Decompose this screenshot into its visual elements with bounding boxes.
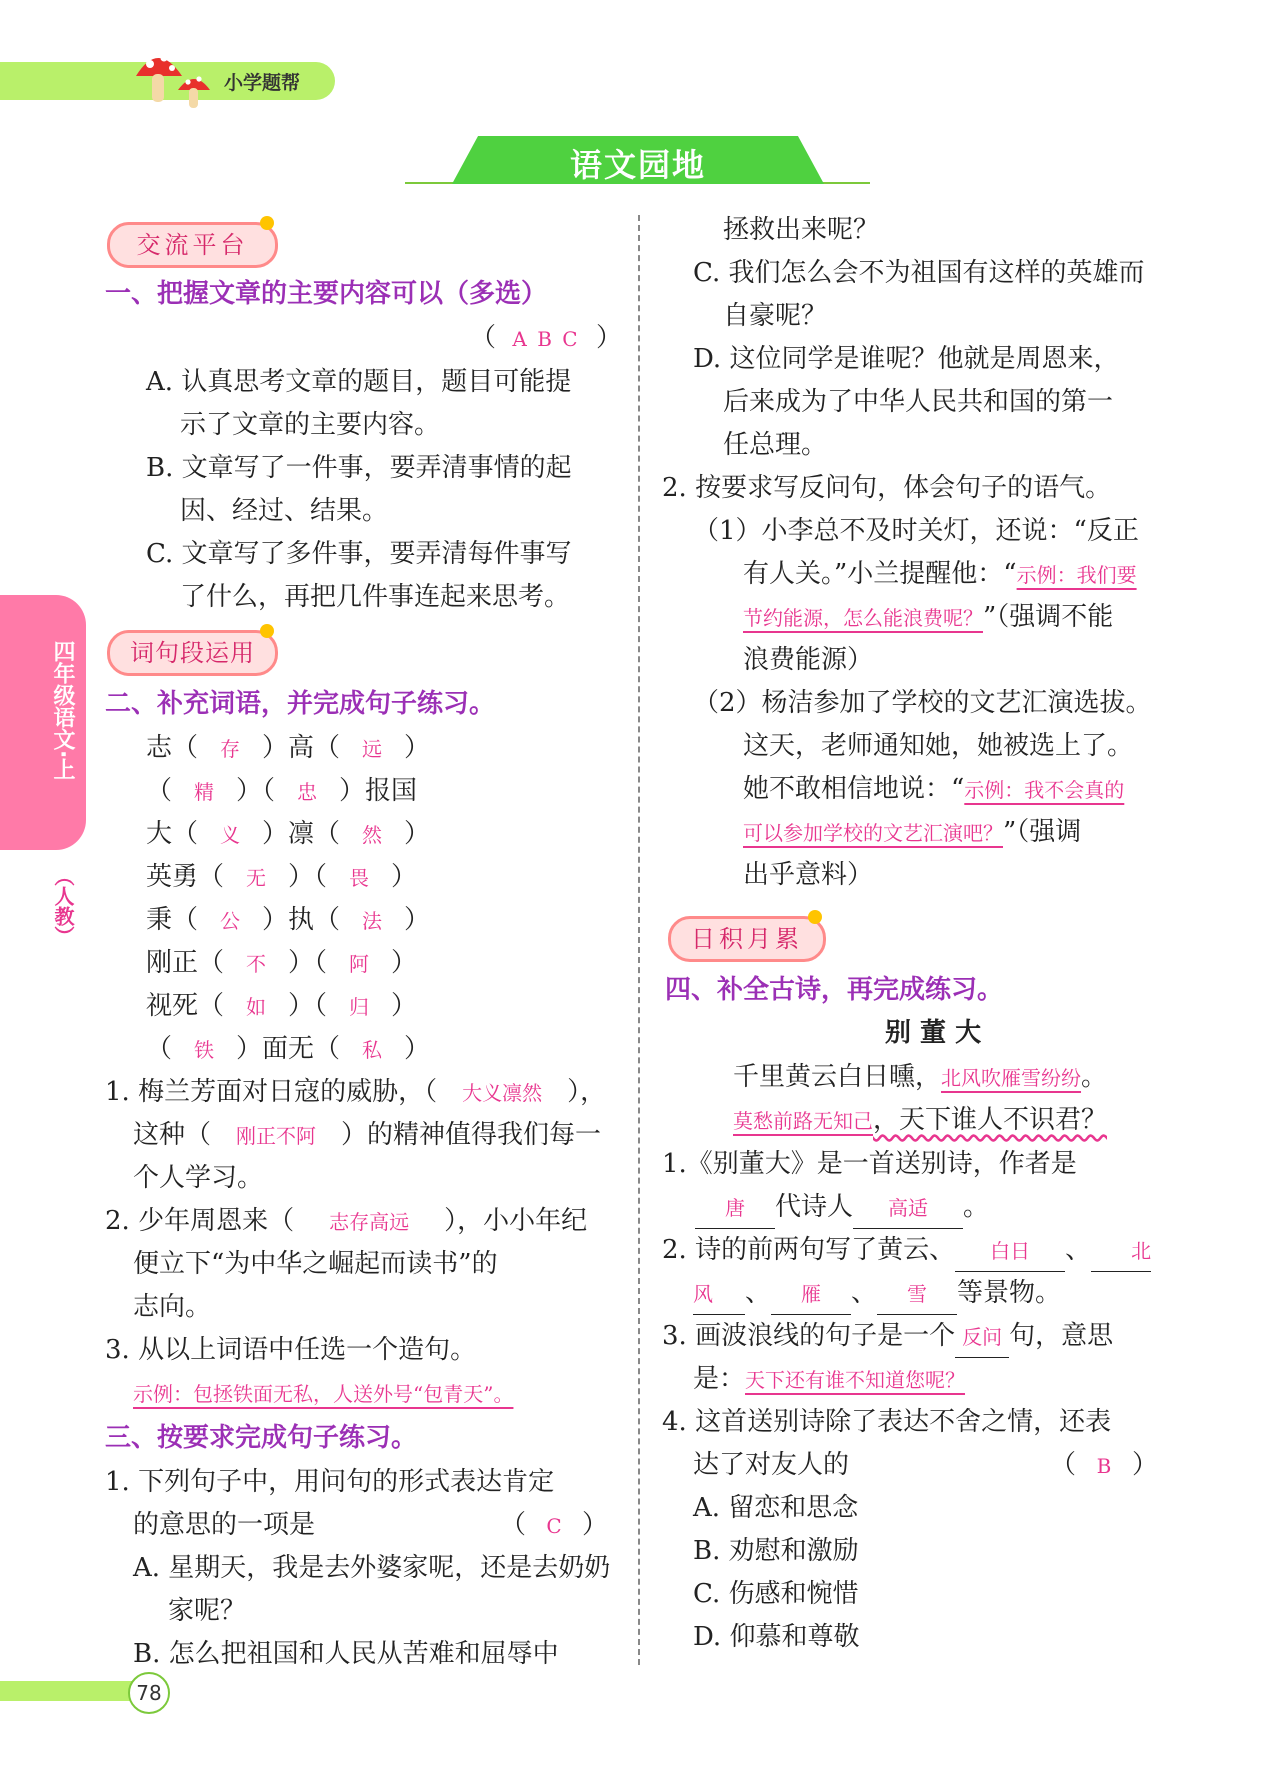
word-answer: 不: [246, 952, 267, 976]
q4-3-answer: 反问: [955, 1317, 1009, 1358]
q3-title: 三、按要求完成句子练习。: [105, 1423, 418, 1453]
page-number: 78: [128, 1672, 170, 1714]
side-tab-edition: （人教）: [51, 866, 75, 946]
poem-title: 别 董 大: [885, 1018, 982, 1048]
q3-2-p2-answer: 示例：我不会真的: [964, 778, 1125, 802]
word-row: 刚正（ 不 ）（ 阿 ）: [146, 943, 417, 984]
q3-2-p2-line5: 出乎意料）: [743, 860, 874, 890]
q3-2: 2. 按要求写反问句，体会句子的语气。: [662, 473, 1112, 503]
word-answer: 私: [362, 1038, 383, 1062]
q4-2-line1: 2. 诗的前两句写了黄云、 白日 、 北: [662, 1230, 1151, 1272]
sentence-1-answer2: 刚正不阿: [236, 1124, 317, 1148]
sentence-2-line1: 2. 少年周恩来（ 志存高远 ），小小年纪: [105, 1201, 587, 1242]
poem-wavy-line: ，天下谁人不识君？: [873, 1105, 1108, 1135]
sentence-1-line3: 个人学习。: [133, 1163, 264, 1193]
q3-1-answer-box: （ C ）: [500, 1505, 608, 1546]
word-row: （ 铁 ）面无（ 私 ）: [146, 1029, 430, 1070]
q4-4-answer-box: （ B ）: [1050, 1445, 1158, 1486]
sentence-1-line2: 这种（ 刚正不阿 ）的精神值得我们每一: [133, 1115, 601, 1156]
q4-4-line1: 4. 这首送别诗除了表达不舍之情，还表: [662, 1407, 1112, 1437]
q3-option-b1: B. 怎么把祖国和人民从苦难和屈辱中: [133, 1639, 559, 1669]
star-icon: [260, 624, 274, 638]
q3-2-p1-answer-cont: 节约能源，怎么能浪费呢？: [743, 606, 983, 630]
star-icon: [260, 216, 274, 230]
word-answer: 然: [362, 823, 383, 847]
q3-option-a2: 家呢？: [168, 1596, 247, 1626]
sentence-2-answer: 志存高远: [329, 1210, 410, 1234]
column-divider: [638, 215, 640, 1665]
q3-option-d3: 任总理。: [723, 430, 828, 460]
badge-word-sentence: 词句段运用: [107, 630, 278, 676]
q4-4-option-d: D. 仰慕和尊敬: [693, 1622, 860, 1652]
q4-4-option-c: C. 伤感和惋惜: [693, 1579, 859, 1609]
word-answer: 法: [362, 909, 383, 933]
q1-option-b1: B. 文章写了一件事，要弄清事情的起: [146, 453, 572, 483]
poem-line-1: 千里黄云白日曛，北风吹雁雪纷纷。: [733, 1062, 1108, 1092]
q4-3-meaning-answer: 天下还有谁不知道您呢？: [745, 1368, 966, 1392]
word-row: （ 精 ）（ 忠 ）报国: [146, 771, 417, 812]
poem-line-2: [733, 1100, 1107, 1141]
word-answer: 如: [246, 995, 267, 1019]
q4-1-line1: 1.《别董大》是一首送别诗，作者是: [662, 1149, 1077, 1179]
poem-line-1-answer: 北风吹雁雪纷纷: [941, 1066, 1082, 1090]
q3-option-c2: 自豪呢？: [723, 301, 828, 331]
word-answer: 公: [220, 909, 241, 933]
word-answer: 远: [362, 737, 383, 761]
badge-exchange-platform: 交流平台: [107, 222, 278, 268]
q3-option-c1: C. 我们怎么会不为祖国有这样的英雄而: [693, 258, 1145, 288]
q4-1-answer-poet: 高适: [853, 1188, 963, 1229]
q3-2-p2-line2: 这天，老师通知她，她被选上了。: [743, 731, 1134, 761]
q3-1-line2: 的意思的一项是: [133, 1510, 316, 1540]
q4-3-line2: 是：天下还有谁不知道您呢？: [693, 1364, 966, 1394]
q4-2-answer-1: 白日: [955, 1231, 1065, 1272]
sentence-1-line1: 1. 梅兰芳面对日寇的威胁，（ 大义凛然 ），: [105, 1072, 606, 1113]
q1-option-b2: 因、经过、结果。: [180, 496, 389, 526]
q3-option-a1: A. 星期天，我是去外婆家呢，还是去奶奶: [133, 1553, 611, 1583]
poem-line-2-answer: 莫愁前路无知己: [733, 1109, 873, 1133]
word-answer: 归: [349, 995, 370, 1019]
word-answer: 无: [246, 866, 267, 890]
q4-2-answer-3: 雁: [771, 1274, 851, 1315]
word-answer: 义: [220, 823, 241, 847]
q3-1-line1: 1. 下列句子中，用问句的形式表达肯定: [105, 1467, 555, 1497]
word-answer: 精: [194, 780, 215, 804]
q1-option-a2: 示了文章的主要内容。: [180, 410, 441, 440]
q4-4-answer: B: [1096, 1454, 1112, 1478]
q3-2-p1-line3: 节约能源，怎么能浪费呢？”（强调不能: [743, 602, 1114, 632]
side-tab-grade: 四年级语文·上: [50, 640, 75, 781]
word-answer: 铁: [194, 1038, 215, 1062]
sentence-2-line3: 志向。: [133, 1292, 212, 1322]
word-row: 英勇（ 无 ）（ 畏 ）: [146, 857, 417, 898]
sentence-1-answer1: 大义凛然: [462, 1081, 543, 1105]
q4-2-line2: 风 、 雁 、 雪 等景物。: [693, 1273, 1061, 1315]
q3-2-p1-line2: 有人关。”小兰提醒他：“示例：我们要: [743, 559, 1137, 589]
q4-1-line2: 唐 代诗人 高适 。: [695, 1187, 989, 1229]
sentence-3-answer: 示例：包拯铁面无私，人送外号“包青天”。: [133, 1382, 514, 1406]
q4-2-answer-2-cont: 风: [693, 1274, 745, 1315]
sentence-2-line2: 便立下“为中华之崛起而读书”的: [133, 1249, 498, 1279]
q3-2-p2-line3: 她不敢相信地说：“示例：我不会真的: [743, 774, 1125, 804]
q1-option-c1: C. 文章写了多件事，要弄清每件事写: [146, 539, 572, 569]
q3-2-p1-answer: 示例：我们要: [1016, 563, 1137, 587]
word-row: 大（ 义 ）凛（ 然 ）: [146, 814, 430, 855]
q1-option-a1: A. 认真思考文章的题目，题目可能提: [146, 367, 572, 397]
sentence-3: 3. 从以上词语中任选一个造句。: [105, 1335, 477, 1365]
q3-option-b2: 拯救出来呢？: [723, 215, 880, 245]
word-answer: 阿: [349, 952, 370, 976]
badge-daily-accumulation: 日积月累: [668, 916, 826, 962]
q1-answer-box: （ A B C ）: [470, 318, 622, 359]
word-answer: 忠: [297, 780, 318, 804]
q3-2-p1-line1: （1）小李总不及时关灯，还说：“反正: [693, 516, 1139, 546]
q4-4-line2: 达了对友人的: [693, 1450, 850, 1480]
q3-2-p2-line4: 可以参加学校的文艺汇演吧？”（强调: [743, 817, 1082, 847]
q2-title: 二、补充词语，并完成句子练习。: [105, 689, 496, 719]
q1-title: 一、把握文章的主要内容可以（多选）: [105, 279, 548, 309]
q4-2-answer-2: 北: [1091, 1231, 1151, 1272]
word-row: 视死（ 如 ）（ 归 ）: [146, 986, 417, 1027]
page-title: 语文园地: [569, 146, 706, 184]
star-icon: [808, 910, 822, 924]
q4-1-answer-dynasty: 唐: [695, 1188, 775, 1229]
q4-2-answer-4: 雪: [877, 1274, 957, 1315]
q4-title: 四、补全古诗，再完成练习。: [665, 975, 1004, 1005]
q3-1-answer: C: [546, 1514, 562, 1538]
q3-2-p2-answer-cont: 可以参加学校的文艺汇演吧？: [743, 821, 1003, 845]
q4-4-option-b: B. 劝慰和激励: [693, 1536, 859, 1566]
q3-2-p2-line1: （2）杨洁参加了学校的文艺汇演选拔。: [693, 688, 1152, 718]
q1-answer: A B C: [512, 327, 580, 351]
mushroom-logo-icon: [128, 44, 228, 114]
q3-option-d1: D. 这位同学是谁呢？他就是周恩来，: [693, 344, 1120, 374]
q4-4-option-a: A. 留恋和思念: [693, 1493, 859, 1523]
q1-option-c2: 了什么，再把几件事连起来思考。: [180, 582, 571, 612]
brand-label: 小学题帮: [224, 72, 301, 94]
word-row: 志（ 存 ）高（ 远 ）: [146, 728, 430, 769]
word-answer: 畏: [349, 866, 370, 890]
word-row: 秉（ 公 ）执（ 法 ）: [146, 900, 430, 941]
q4-3-line1: 3. 画波浪线的句子是一个 反问 句，意思: [662, 1316, 1113, 1358]
word-answer: 存: [220, 737, 241, 761]
q3-2-p1-line4: 浪费能源）: [743, 645, 874, 675]
q3-option-d2: 后来成为了中华人民共和国的第一: [723, 387, 1114, 417]
